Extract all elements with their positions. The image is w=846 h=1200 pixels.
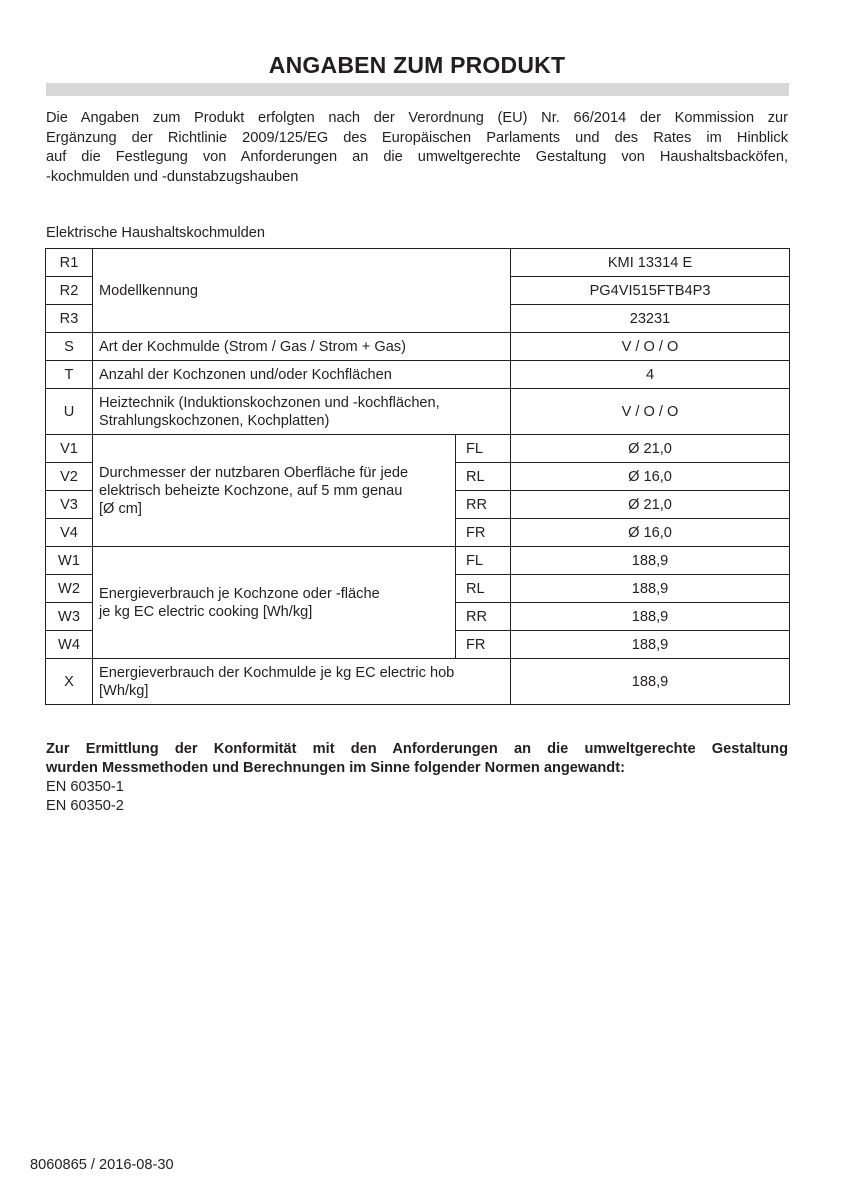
row-code: R1 — [46, 249, 93, 277]
label-line: je kg EC electric cooking [Wh/kg] — [99, 603, 313, 620]
row-label: Anzahl der Kochzonen und/oder Kochflächen — [93, 361, 511, 389]
row-value: 188,9 — [511, 659, 790, 705]
row-code: W3 — [46, 603, 93, 631]
label-line: Durchmesser der nutzbaren Oberfläche für jede — [99, 464, 409, 481]
row-value: PG4VI515FTB4P3 — [511, 277, 790, 305]
intro-line: -kochmulden und -dunstabzugshauben — [46, 168, 299, 185]
row-value: Ø 16,0 — [511, 463, 790, 491]
row-value: 4 — [511, 361, 790, 389]
row-code: X — [46, 659, 93, 705]
conformity-section — [46, 740, 788, 816]
table-row — [46, 389, 790, 435]
row-code: V2 — [46, 463, 93, 491]
statement-line: wurden Messmethoden und Berechnungen im Sinne folgender Normen angewandt: — [46, 760, 625, 776]
diameter-label — [93, 435, 456, 547]
zone-position: FL — [456, 547, 511, 575]
norm-item: EN 60350-1 — [46, 779, 124, 795]
norm-item: EN 60350-2 — [46, 798, 124, 814]
zone-position: FR — [456, 631, 511, 659]
label-line: elektrisch beheizte Kochzone, auf 5 mm genau — [99, 482, 403, 499]
label-line: Strahlungskochzonen, Kochplatten) — [99, 412, 330, 429]
row-value: Ø 21,0 — [511, 435, 790, 463]
row-value: 188,9 — [511, 631, 790, 659]
row-label — [93, 659, 511, 705]
title-underline-bar — [46, 83, 789, 96]
row-value: V / O / O — [511, 333, 790, 361]
row-code: U — [46, 389, 93, 435]
intro-line: auf die Festlegung von Anforderungen an die umweltgerechte Gestaltung von Haushaltsbacköfen, — [46, 149, 788, 165]
row-value: 23231 — [511, 305, 790, 333]
document-footer: 8060865 / 2016-08-30 — [30, 1157, 174, 1173]
row-value: Ø 16,0 — [511, 519, 790, 547]
table-row — [46, 361, 790, 389]
table-row — [46, 659, 790, 705]
statement-line: Zur Ermittlung der Konformität mit den Anforderungen an die umweltgerechte Gestaltung — [46, 741, 788, 757]
row-value: 188,9 — [511, 603, 790, 631]
zone-position: FL — [456, 435, 511, 463]
model-label: Modellkennung — [93, 249, 511, 333]
row-code: R3 — [46, 305, 93, 333]
row-label — [93, 389, 511, 435]
row-code: R2 — [46, 277, 93, 305]
row-value: 188,9 — [511, 547, 790, 575]
row-value: KMI 13314 E — [511, 249, 790, 277]
section-label: Elektrische Haushaltskochmulden — [46, 225, 266, 241]
label-line: [Wh/kg] — [99, 682, 149, 699]
row-label: Art der Kochmulde (Strom / Gas / Strom + Gas) — [93, 333, 511, 361]
table-row — [46, 249, 790, 277]
row-value: Ø 21,0 — [511, 491, 790, 519]
intro-line: Die Angaben zum Produkt erfolgten nach der Verordnung (EU) Nr. 66/2014 der Kommission zur — [46, 110, 788, 126]
table-row — [46, 333, 790, 361]
energy-per-zone-label — [93, 547, 456, 659]
row-code: S — [46, 333, 93, 361]
zone-position: RR — [456, 491, 511, 519]
product-data-table — [45, 248, 790, 705]
row-code: W1 — [46, 547, 93, 575]
label-line: Energieverbrauch der Kochmulde je kg EC electric hob — [99, 664, 455, 681]
table-row — [46, 435, 790, 463]
row-code: V4 — [46, 519, 93, 547]
page-title: ANGABEN ZUM PRODUKT — [268, 52, 566, 78]
row-value: V / O / O — [511, 389, 790, 435]
row-code: V3 — [46, 491, 93, 519]
zone-position: RL — [456, 463, 511, 491]
conformity-statement — [46, 740, 788, 778]
row-value: 188,9 — [511, 575, 790, 603]
row-code: V1 — [46, 435, 93, 463]
label-line: Energieverbrauch je Kochzone oder -fläche — [99, 585, 380, 602]
row-code: T — [46, 361, 93, 389]
zone-position: RR — [456, 603, 511, 631]
zone-position: FR — [456, 519, 511, 547]
label-line: Heiztechnik (Induktionskochzonen und -kochflächen, — [99, 394, 440, 411]
intro-line: Ergänzung der Richtlinie 2009/125/EG des Europäischen Parlaments und des Rates im Hinblick — [46, 129, 788, 146]
row-code: W2 — [46, 575, 93, 603]
table-row — [46, 547, 790, 575]
intro-paragraph — [46, 109, 788, 187]
zone-position: RL — [456, 575, 511, 603]
row-code: W4 — [46, 631, 93, 659]
label-line: [Ø cm] — [99, 500, 142, 517]
